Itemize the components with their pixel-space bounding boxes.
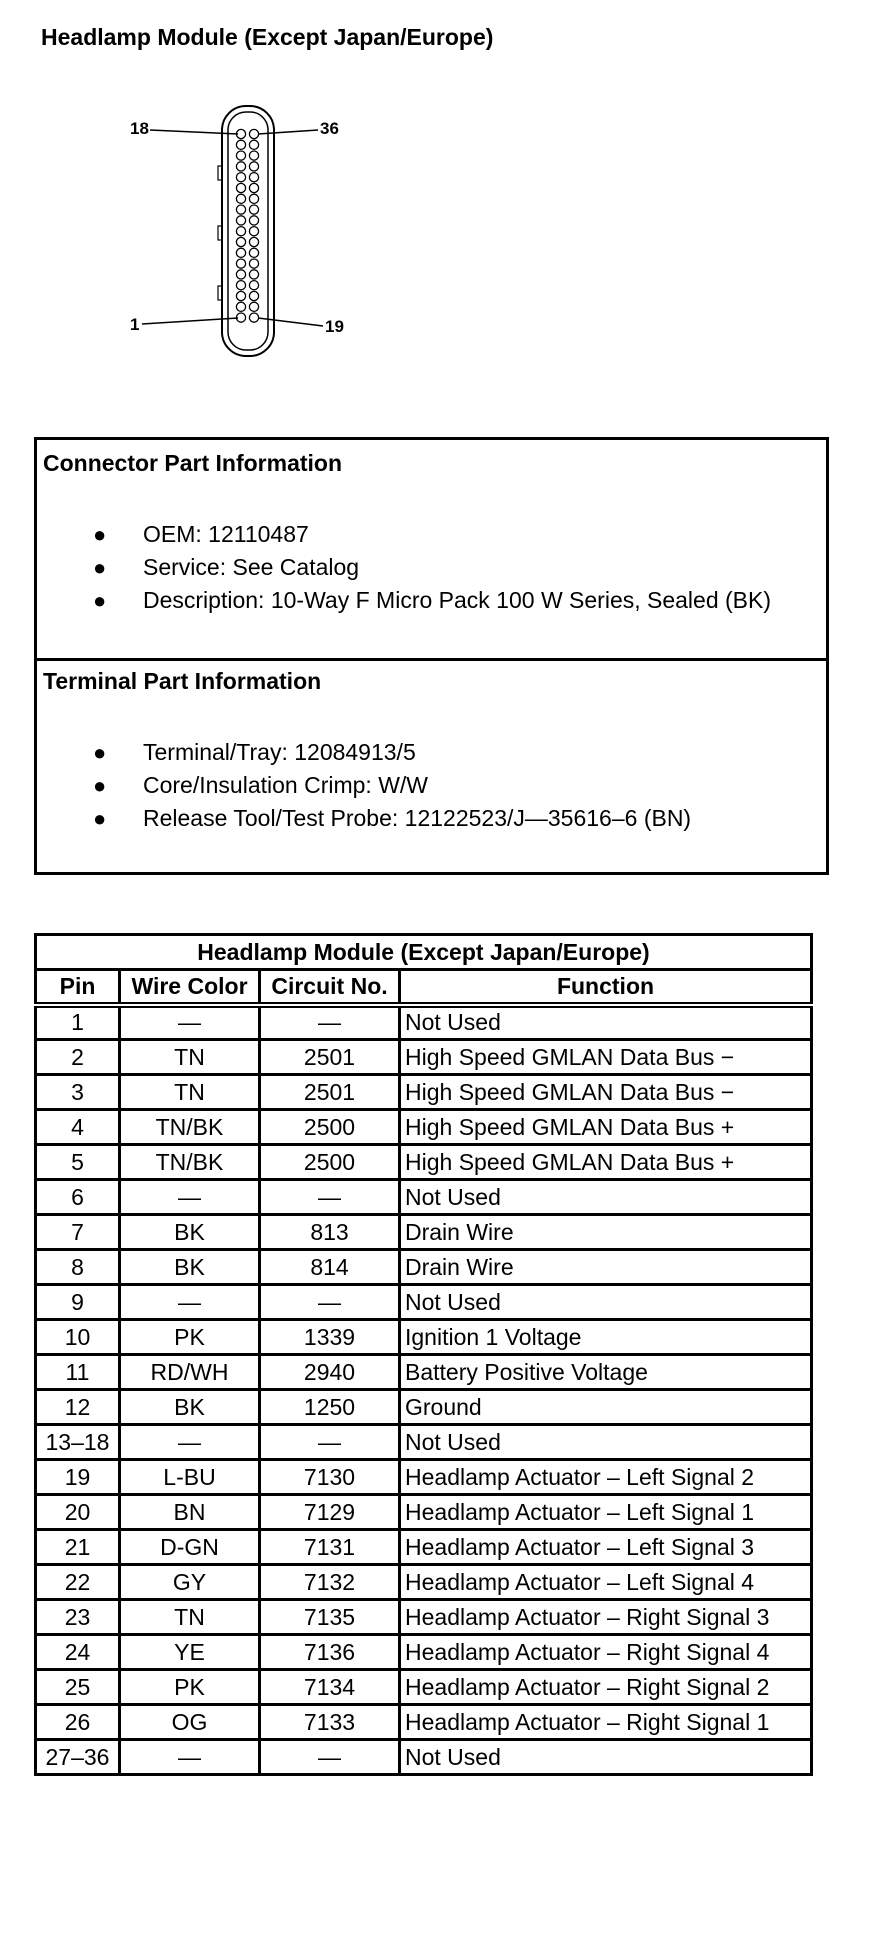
function-cell: Not Used [400, 1285, 812, 1320]
column-header-wire-color: Wire Color [120, 970, 260, 1005]
table-row [36, 1740, 812, 1775]
pin-cell: 12 [36, 1390, 120, 1425]
function-cell: Headlamp Actuator – Right Signal 4 [400, 1635, 812, 1670]
pin-cell: 4 [36, 1110, 120, 1145]
pin-cell: 27–36 [36, 1740, 120, 1775]
list-item [37, 736, 691, 769]
pin-cell: 6 [36, 1180, 120, 1215]
pin-table [34, 933, 813, 1776]
connector-cavity [249, 173, 258, 182]
connector-cavity [249, 270, 258, 279]
function-cell: High Speed GMLAN Data Bus + [400, 1145, 812, 1180]
wire-color-cell: GY [120, 1565, 260, 1600]
circuit-no-cell: 1250 [260, 1390, 400, 1425]
wire-color-cell: — [120, 1740, 260, 1775]
wire-color-cell: TN [120, 1600, 260, 1635]
circuit-no-cell: 2501 [260, 1040, 400, 1075]
connector-cavity [249, 129, 258, 138]
wire-color-cell: PK [120, 1670, 260, 1705]
table-row [36, 1425, 812, 1460]
table-row [36, 1390, 812, 1425]
connector-cavity [236, 259, 245, 268]
function-cell: High Speed GMLAN Data Bus + [400, 1110, 812, 1145]
connector-diagram [120, 96, 380, 366]
function-cell: Headlamp Actuator – Right Signal 2 [400, 1670, 812, 1705]
circuit-no-cell: — [260, 1180, 400, 1215]
circuit-no-cell: 2940 [260, 1355, 400, 1390]
pin-cell: 2 [36, 1040, 120, 1075]
table-row [36, 1285, 812, 1320]
wire-color-cell: TN/BK [120, 1145, 260, 1180]
terminal-info-heading: Terminal Part Information [43, 668, 322, 694]
function-cell: Battery Positive Voltage [400, 1355, 812, 1390]
circuit-no-cell: 814 [260, 1250, 400, 1285]
pin-label-1: 1 [130, 315, 140, 334]
pin-cell: 20 [36, 1495, 120, 1530]
terminal-part-information [37, 658, 826, 872]
connector-cavity [236, 237, 245, 246]
terminal-info-item: Core/Insulation Crimp: W/W [143, 772, 429, 798]
table-row [36, 1215, 812, 1250]
connector-cavity [236, 205, 245, 214]
circuit-no-cell: 7136 [260, 1635, 400, 1670]
function-cell: Not Used [400, 1180, 812, 1215]
list-item [37, 769, 691, 802]
column-header-circuit-no: Circuit No. [260, 970, 400, 1005]
function-cell: Ground [400, 1390, 812, 1425]
pin-cell: 5 [36, 1145, 120, 1180]
wire-color-cell: L-BU [120, 1460, 260, 1495]
connector-cavity [249, 281, 258, 290]
circuit-no-cell: 7130 [260, 1460, 400, 1495]
pin-cell: 1 [36, 1005, 120, 1040]
function-cell: Headlamp Actuator – Right Signal 1 [400, 1705, 812, 1740]
pin-table-caption: Headlamp Module (Except Japan/Europe) [36, 935, 812, 970]
part-information-box [34, 437, 829, 875]
bullet-icon: ● [93, 555, 107, 580]
connector-cavity [236, 183, 245, 192]
function-cell: Not Used [400, 1740, 812, 1775]
table-row [36, 1600, 812, 1635]
table-row [36, 1005, 812, 1040]
bullet-icon: ● [93, 773, 107, 798]
connector-cavity [249, 183, 258, 192]
connector-cavity [249, 194, 258, 203]
wire-color-cell: TN [120, 1075, 260, 1110]
table-row [36, 1460, 812, 1495]
column-header-function: Function [400, 970, 812, 1005]
circuit-no-cell: 2501 [260, 1075, 400, 1110]
function-cell: Headlamp Actuator – Right Signal 3 [400, 1600, 812, 1635]
circuit-no-cell: — [260, 1285, 400, 1320]
circuit-no-cell: 7135 [260, 1600, 400, 1635]
pin-cell: 26 [36, 1705, 120, 1740]
circuit-no-cell: 7134 [260, 1670, 400, 1705]
pin-cell: 3 [36, 1075, 120, 1110]
pin-cell: 10 [36, 1320, 120, 1355]
connector-cavity [236, 302, 245, 311]
connector-cavity [249, 151, 258, 160]
function-cell: Not Used [400, 1425, 812, 1460]
page-title: Headlamp Module (Except Japan/Europe) [41, 24, 494, 50]
function-cell: Drain Wire [400, 1250, 812, 1285]
function-cell: Ignition 1 Voltage [400, 1320, 812, 1355]
pin-cell: 11 [36, 1355, 120, 1390]
terminal-info-list [37, 736, 691, 835]
pin-cell: 25 [36, 1670, 120, 1705]
list-item [37, 584, 771, 617]
pin-cell: 19 [36, 1460, 120, 1495]
table-row [36, 1040, 812, 1075]
function-cell: Headlamp Actuator – Left Signal 2 [400, 1460, 812, 1495]
wire-color-cell: PK [120, 1320, 260, 1355]
connector-cavity [236, 173, 245, 182]
circuit-no-cell: — [260, 1005, 400, 1040]
connector-cavity [249, 216, 258, 225]
wire-color-cell: RD/WH [120, 1355, 260, 1390]
pin-cell: 7 [36, 1215, 120, 1250]
wire-color-cell: BK [120, 1250, 260, 1285]
connector-cavity [236, 194, 245, 203]
connector-cavity [249, 140, 258, 149]
connector-cavity [236, 151, 245, 160]
list-item [37, 551, 771, 584]
circuit-no-cell: 813 [260, 1215, 400, 1250]
circuit-no-cell: 7131 [260, 1530, 400, 1565]
table-row [36, 1075, 812, 1110]
connector-info-item: Description: 10-Way F Micro Pack 100 W Series, Sealed (BK) [143, 587, 772, 613]
wire-color-cell: BK [120, 1390, 260, 1425]
function-cell: Drain Wire [400, 1215, 812, 1250]
wire-color-cell: — [120, 1425, 260, 1460]
pin-cell: 8 [36, 1250, 120, 1285]
connector-cavity [249, 313, 258, 322]
table-row [36, 1250, 812, 1285]
connector-info-heading: Connector Part Information [43, 450, 343, 476]
connector-cavity [236, 291, 245, 300]
circuit-no-cell: — [260, 1425, 400, 1460]
circuit-no-cell: 7129 [260, 1495, 400, 1530]
pin-cell: 21 [36, 1530, 120, 1565]
wire-color-cell: — [120, 1285, 260, 1320]
connector-cavity [236, 216, 245, 225]
function-cell: Headlamp Actuator – Left Signal 3 [400, 1530, 812, 1565]
connector-cavity [236, 248, 245, 257]
table-row [36, 1670, 812, 1705]
pin-table-header-row [36, 970, 812, 1005]
wire-color-cell: BN [120, 1495, 260, 1530]
bullet-icon: ● [93, 522, 107, 547]
connector-cavity [249, 248, 258, 257]
bullet-icon: ● [93, 740, 107, 765]
connector-part-information [37, 440, 826, 661]
connector-cavity [236, 162, 245, 171]
connector-cavity [249, 291, 258, 300]
pin-label-36: 36 [320, 119, 339, 138]
table-row [36, 1145, 812, 1180]
table-row [36, 1635, 812, 1670]
connector-cavity [236, 227, 245, 236]
wire-color-cell: TN [120, 1040, 260, 1075]
circuit-no-cell: 2500 [260, 1145, 400, 1180]
connector-info-item: OEM: 12110487 [143, 521, 309, 547]
function-cell: Headlamp Actuator – Left Signal 4 [400, 1565, 812, 1600]
connector-cavity [249, 227, 258, 236]
circuit-no-cell: 2500 [260, 1110, 400, 1145]
connector-info-item: Service: See Catalog [143, 554, 360, 580]
connector-cavity [236, 270, 245, 279]
connector-cavity [249, 205, 258, 214]
wire-color-cell: — [120, 1180, 260, 1215]
circuit-no-cell: 7133 [260, 1705, 400, 1740]
pin-cell: 13–18 [36, 1425, 120, 1460]
table-row [36, 1320, 812, 1355]
circuit-no-cell: — [260, 1740, 400, 1775]
table-row [36, 1180, 812, 1215]
bullet-icon: ● [93, 806, 107, 831]
terminal-info-item: Release Tool/Test Probe: 12122523/J—35616–6 (BN) [143, 805, 692, 831]
pin-label-19: 19 [325, 317, 344, 336]
wire-color-cell: BK [120, 1215, 260, 1250]
pin-cell: 23 [36, 1600, 120, 1635]
circuit-no-cell: 7132 [260, 1565, 400, 1600]
bullet-icon: ● [93, 588, 107, 613]
list-item [37, 802, 691, 835]
wire-color-cell: TN/BK [120, 1110, 260, 1145]
pin-cell: 22 [36, 1565, 120, 1600]
wire-color-cell: OG [120, 1705, 260, 1740]
connector-info-list [37, 518, 771, 617]
connector-cavity [249, 237, 258, 246]
table-row [36, 1565, 812, 1600]
wire-color-cell: D-GN [120, 1530, 260, 1565]
connector-cavity [236, 140, 245, 149]
table-row [36, 1495, 812, 1530]
connector-cavity [249, 162, 258, 171]
circuit-no-cell: 1339 [260, 1320, 400, 1355]
pin-cell: 24 [36, 1635, 120, 1670]
function-cell: High Speed GMLAN Data Bus − [400, 1075, 812, 1110]
wire-color-cell: YE [120, 1635, 260, 1670]
function-cell: High Speed GMLAN Data Bus − [400, 1040, 812, 1075]
table-row [36, 1355, 812, 1390]
connector-cavity [236, 281, 245, 290]
table-row [36, 1110, 812, 1145]
connector-cavity [249, 302, 258, 311]
column-header-pin: Pin [36, 970, 120, 1005]
pin-cell: 9 [36, 1285, 120, 1320]
terminal-info-item: Terminal/Tray: 12084913/5 [143, 739, 416, 765]
table-row [36, 1705, 812, 1740]
table-row [36, 1530, 812, 1565]
connector-cavity [249, 259, 258, 268]
list-item [37, 518, 771, 551]
wire-color-cell: — [120, 1005, 260, 1040]
function-cell: Headlamp Actuator – Left Signal 1 [400, 1495, 812, 1530]
function-cell: Not Used [400, 1005, 812, 1040]
pin-label-18: 18 [130, 119, 149, 138]
